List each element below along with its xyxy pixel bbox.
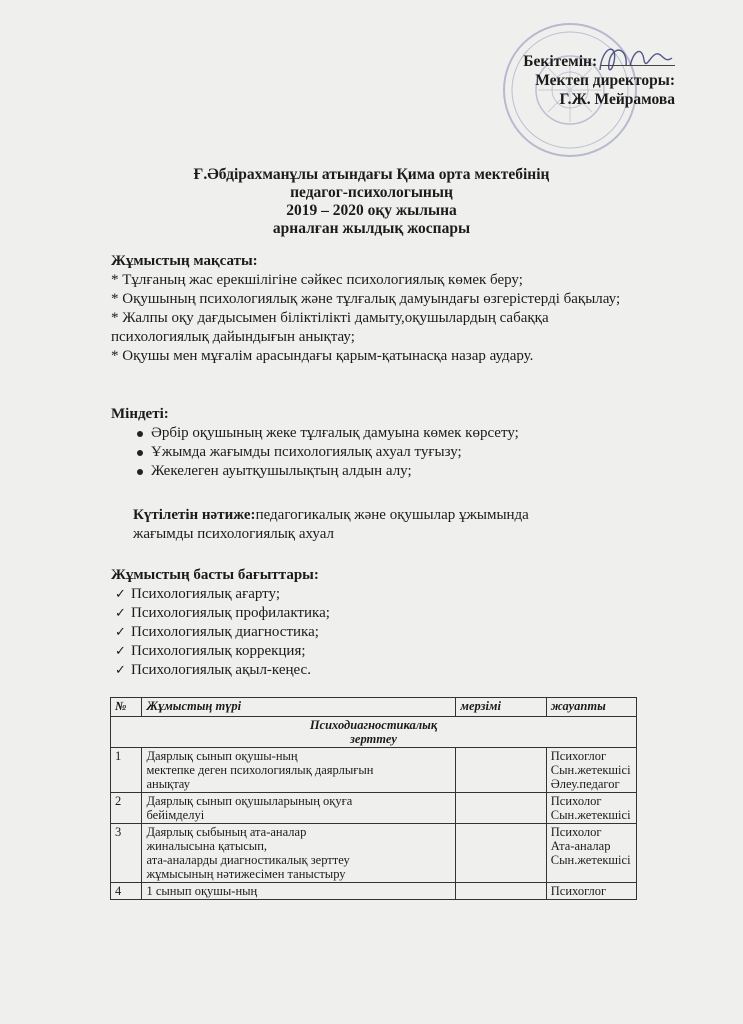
row-responsible: Психолог Сын.жетекшісі [546, 793, 636, 824]
goal-item: * Жалпы оқу дағдысымен біліктілікті дамыту,оқушылардың сабаққа психологиялық дайындығын анықтау; [111, 310, 549, 345]
tasks-section [111, 405, 631, 481]
section-title: Психодиагностикалық зерттеу [111, 717, 637, 748]
directions-section [111, 566, 631, 680]
row-work-type: Даярлық сынып оқушы-ның мектепке деген психологиялық даярлығын анықтау [142, 748, 456, 793]
direction-item [111, 585, 631, 604]
table-row [111, 824, 637, 883]
checkmark-icon: ✓ [115, 625, 126, 640]
title-line-2: педагог-психологының [290, 184, 453, 201]
task-item: Әрбір оқушының жеке тұлғалық дамуына көмек көрсету; [111, 424, 631, 443]
directions-list [111, 585, 631, 680]
row-responsible: Психолог Ата-аналар Сын.жетекшісі [546, 824, 636, 883]
title-line-1: Ғ.Әбдірахманұлы атындағы Қима орта мектебінің [193, 166, 550, 183]
direction-label: Психологиялық ағарту; [131, 586, 281, 602]
table-row [111, 883, 637, 900]
header-work-type: Жұмыстың түрі [142, 698, 456, 717]
title-line-4: арналған жылдық жоспары [272, 220, 471, 237]
direction-label: Психологиялық коррекция; [131, 643, 306, 659]
expected-result [133, 506, 593, 544]
approval-position: Мектеп директоры: [535, 72, 675, 89]
document-title [0, 166, 743, 238]
task-item: Ұжымда жағымды психологиялық ахуал туғызу; [111, 443, 631, 462]
directions-heading: Жұмыстың басты бағыттары: [111, 567, 319, 583]
approval-name: Г.Ж. Мейрамова [559, 91, 675, 108]
tasks-list [111, 424, 631, 481]
approval-label: Бекітемін: [523, 53, 598, 70]
header-responsible: жауапты [546, 698, 636, 717]
goal-item: * Оқушы мен мұғалім арасындағы қарым-қатынасқа назар аудару. [111, 348, 534, 364]
tasks-heading: Міндеті: [111, 406, 169, 422]
direction-item [111, 623, 631, 642]
row-number: 3 [111, 824, 142, 883]
header-deadline: мерзімі [456, 698, 546, 717]
direction-label: Психологиялық ақыл-кеңес. [131, 662, 311, 678]
row-responsible: Психоглог Сын.жетекшісі Әлеу.педагог [546, 748, 636, 793]
row-deadline [456, 793, 546, 824]
approval-block [523, 52, 675, 109]
table-row [111, 748, 637, 793]
row-work-type: Даярлық сынып оқушыларының оқуға бейімделуі [142, 793, 456, 824]
row-work-type: Даярлық сыбының ата-аналар жиналысына қатысып, ата-аналарды диагностикалық зерттеу жұмысының нәтижесімен таныстыру [142, 824, 456, 883]
title-line-3: 2019 – 2020 оқу жылына [286, 202, 457, 219]
row-deadline [456, 824, 546, 883]
plan-table [110, 697, 637, 900]
direction-label: Психологиялық диагностика; [131, 624, 319, 640]
row-number: 1 [111, 748, 142, 793]
expected-text: педагогикалық және оқушылар ұжымында жағымды психологиялық ахуал [133, 507, 529, 542]
goals-heading: Жұмыстың мақсаты: [111, 253, 258, 269]
direction-item [111, 604, 631, 623]
goal-item: * Оқушының психологиялық және тұлғалық дамуындағы өзгерістерді бақылау; [111, 291, 621, 307]
direction-item [111, 661, 631, 680]
row-deadline [456, 883, 546, 900]
goals-section [111, 252, 631, 366]
header-number: № [111, 698, 142, 717]
table-row [111, 793, 637, 824]
checkmark-icon: ✓ [115, 644, 126, 659]
checkmark-icon: ✓ [115, 663, 126, 678]
expected-label: Күтілетін нәтиже: [133, 507, 256, 523]
row-responsible: Психоглог [546, 883, 636, 900]
row-number: 4 [111, 883, 142, 900]
goal-item: * Тұлғаның жас ерекшілігіне сәйкес психологиялық көмек беру; [111, 272, 523, 288]
direction-item [111, 642, 631, 661]
direction-label: Психологиялық профилактика; [131, 605, 330, 621]
checkmark-icon: ✓ [115, 606, 126, 621]
checkmark-icon: ✓ [115, 587, 126, 602]
row-work-type: 1 сынып оқушы-ның [142, 883, 456, 900]
table-header-row [111, 698, 637, 717]
task-item: Жекелеген ауытқушылықтың алдын алу; [111, 462, 631, 481]
row-deadline [456, 748, 546, 793]
row-number: 2 [111, 793, 142, 824]
section-row [111, 717, 637, 748]
signature-line [601, 53, 675, 66]
